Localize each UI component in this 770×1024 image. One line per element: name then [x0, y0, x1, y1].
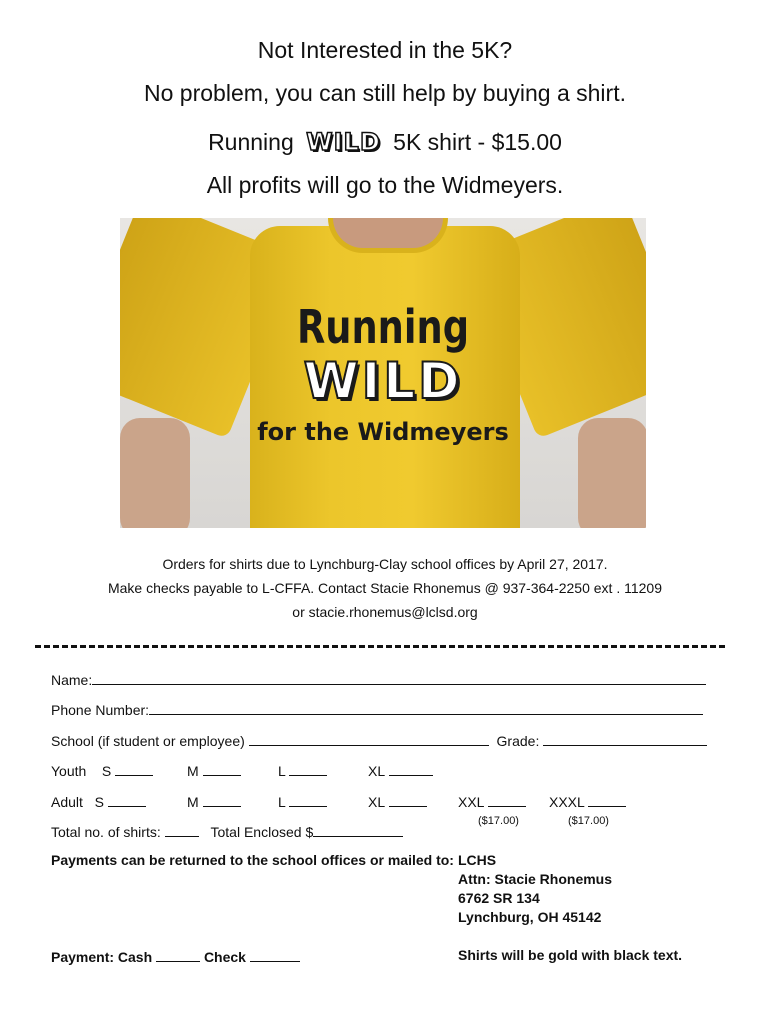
wild-logo: WILD [306, 128, 381, 156]
youth-m-field[interactable] [203, 761, 241, 776]
youth-label-row [51, 761, 153, 779]
shirts-color-note: Shirts will be gold with black text. [458, 947, 683, 963]
youth-m-label: M [187, 763, 199, 779]
heading-line-2: No problem, you can still help by buying a shirt. [144, 80, 626, 106]
youth-xl-label: XL [368, 763, 385, 779]
youth-s-field[interactable] [115, 761, 153, 776]
adult-l-field[interactable] [289, 792, 327, 807]
adult-s-field[interactable] [108, 792, 146, 807]
heading-line-4: All profits will go to the Widmeyers. [206, 172, 564, 198]
shirt-print-running: Running [296, 300, 470, 354]
grade-label: Grade: [496, 733, 540, 749]
youth-m [187, 761, 241, 779]
shirt-photo [120, 218, 646, 528]
total-enclosed-field[interactable] [313, 822, 403, 837]
shirt-print-widmeyers: for the Widmeyers [257, 418, 509, 446]
adult-m [187, 792, 241, 810]
name-field[interactable] [92, 670, 706, 685]
youth-l-field[interactable] [289, 761, 327, 776]
youth-l [278, 761, 327, 779]
adult-xxl [458, 792, 526, 810]
school-field[interactable] [249, 731, 489, 746]
grade-field[interactable] [543, 731, 707, 746]
payments-label: Payments can be returned to the school offices or mailed to: [51, 852, 454, 868]
adult-xl [368, 792, 427, 810]
adult-l [278, 792, 327, 810]
payment-row [51, 947, 300, 965]
youth-xl [368, 761, 433, 779]
school-row [51, 731, 707, 749]
adult-m-label: M [187, 794, 199, 810]
adult-xl-field[interactable] [389, 792, 427, 807]
adult-label-row [51, 792, 146, 810]
name-row [51, 670, 706, 688]
cut-line [35, 645, 725, 648]
total-enclosed-label: Total Enclosed $ [210, 824, 314, 840]
xxl-price: ($17.00) [478, 815, 519, 827]
phone-field[interactable] [149, 700, 703, 715]
info-contact: Make checks payable to L-CFFA. Contact Stacie Rhonemus @ 937-364-2250 ext . 11209 [107, 580, 663, 596]
youth-s-label: S [101, 763, 112, 779]
shirt-collar [328, 218, 448, 253]
youth-l-label: L [278, 763, 286, 779]
info-order-deadline: Orders for shirts due to Lynchburg-Clay school offices by April 27, 2017. [162, 556, 608, 572]
check-label: Check [203, 949, 246, 965]
adult-xxl-field[interactable] [488, 792, 526, 807]
cash-field[interactable] [156, 947, 200, 962]
address-line-4: Lynchburg, OH 45142 [458, 909, 602, 925]
phone-row [51, 700, 703, 718]
totals-row [51, 822, 403, 840]
heading-running-text: Running [208, 129, 294, 155]
adult-m-field[interactable] [203, 792, 241, 807]
adult-xxl-label: XXL [458, 794, 484, 810]
address-line-2: Attn: Stacie Rhonemus [458, 871, 613, 887]
check-field[interactable] [250, 947, 300, 962]
total-shirts-field[interactable] [165, 822, 199, 837]
xxxl-price: ($17.00) [568, 815, 609, 827]
info-email: or stacie.rhonemus@lclsd.org [292, 604, 478, 620]
heading-line-3 [0, 128, 770, 156]
adult-s-label: S [94, 794, 104, 810]
youth-xl-field[interactable] [389, 761, 433, 776]
heading-line-1: Not Interested in the 5K? [257, 37, 513, 63]
adult-xxxl [549, 792, 626, 810]
heading-price-text: 5K shirt - $15.00 [393, 129, 562, 155]
adult-l-label: L [278, 794, 286, 810]
adult-xl-label: XL [368, 794, 385, 810]
shirt-print-wild: WILD [303, 352, 463, 410]
adult-xxxl-field[interactable] [588, 792, 626, 807]
name-label: Name: [51, 672, 93, 688]
youth-label: Youth [51, 763, 87, 779]
address-line-3: 6762 SR 134 [458, 890, 540, 906]
adult-xxxl-label: XXXL [549, 794, 585, 810]
adult-label: Adult [51, 794, 83, 810]
total-shirts-label: Total no. of shirts: [51, 824, 161, 840]
address-line-1: LCHS [458, 852, 497, 868]
school-label: School (if student or employee) [51, 733, 245, 749]
phone-label: Phone Number: [51, 702, 150, 718]
payment-cash-label: Payment: Cash [51, 949, 153, 965]
